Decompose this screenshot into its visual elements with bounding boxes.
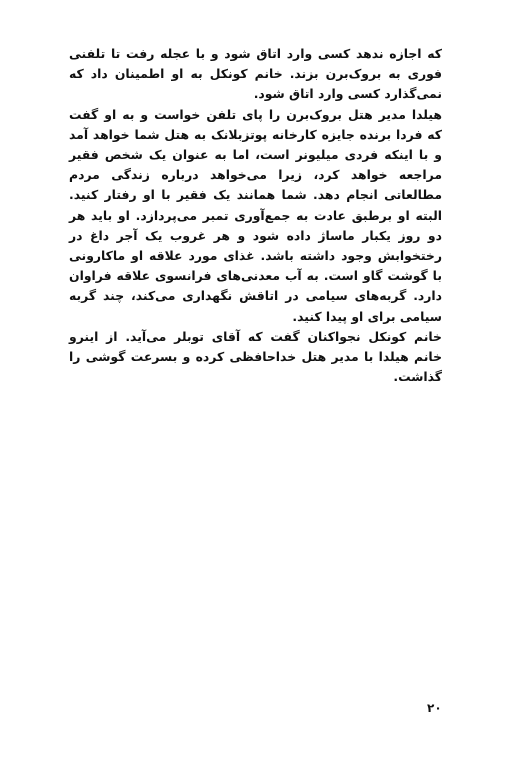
page-number: ۲۰ [427, 701, 442, 715]
paragraph-2: هیلدا مدیر هتل بروک‌برن را پای تلفن خواست و به او گفت که فردا برنده جایزه کارخانه پوتزبلانک به هتل شما خواهد آمد و با اینکه فردی میلیونر است، اما به عنوان یک شخص فقیر مراجعه خواهد کرد، زیرا می‌خواهد درباره زندگی مردم مطالعاتی انجام دهد. شما همانند یک فقیر با او رفتار کنید. البته او برطبق عادت به جمع‌آوری تمبر می‌پردازد. او باید هر دو روز یکبار ماساژ داده شود و هر غروب یک آجر داغ در رختخوابش وجود داشته باشد. غذای مورد علاقه او ماکارونی با گوشت گاو است. به آب معدنی‌های فرانسوی علاقه فراوان دارد. گربه‌های سیامی در اتاقش نگهداری می‌کند، چند گربه سیامی برای او پیدا کنید. [69, 106, 442, 324]
paragraph-1: که اجازه ندهد کسی وارد اتاق شود و با عجله رفت تا تلفنی فوری به بروک‌برن بزند. خانم کونکل به او اطمینان داد که نمی‌گذارد کسی وارد اتاق شود. [69, 46, 442, 102]
paragraph-3: خانم کونکل نجواکنان گفت که آقای توبلر می‌آید. از اینرو خانم هیلدا با مدیر هتل خداحافظی کرده و بسرعت گوشی را گذاشت. [69, 328, 442, 385]
body-text [69, 44, 442, 387]
